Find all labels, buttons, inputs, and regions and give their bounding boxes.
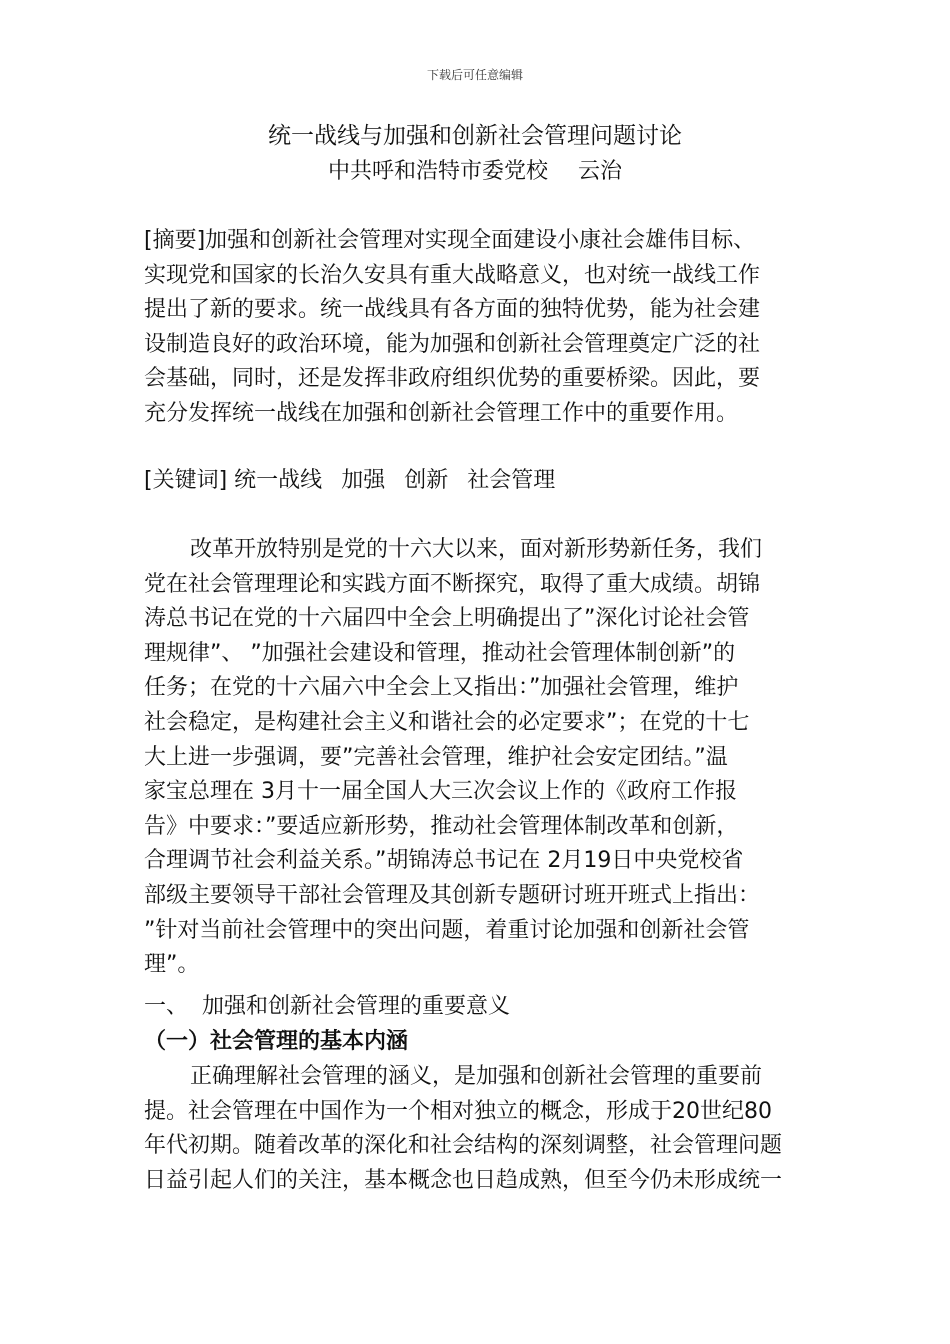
intro-line: 告》中要求：”要适应新形势，推动社会管理体制改革和创新， — [144, 813, 739, 839]
author-org: 中共呼和浩特市委党校 — [327, 159, 548, 184]
intro-line: 改革开放特别是党的十六大以来，面对新形势新任务，我们 — [190, 537, 763, 562]
intro-line: 家宝总理在 3月十一届全国人大三次会议上作的《政府工作报 — [144, 779, 737, 805]
body-line: 正确理解社会管理的涵义，是加强和创新社会管理的重要前 — [190, 1064, 763, 1089]
section-number: 一、 — [144, 994, 189, 1019]
intro-line: 理规律”、 ”加强社会建设和管理，推动社会管理体制创新”的 — [144, 640, 736, 666]
subsection-heading — [144, 1025, 814, 1060]
abstract-line: 会基础，同时，还是发挥非政府组织优势的重要桥梁。因此，要 — [144, 366, 761, 392]
section-heading — [144, 990, 814, 1025]
abstract-label: [摘要] — [144, 228, 206, 253]
author-line — [0, 156, 950, 188]
body-paragraph — [144, 1060, 814, 1198]
intro-paragraph — [144, 533, 814, 983]
header-note: 下载后可任意编辑 — [426, 68, 523, 82]
abstract-line: 提出了新的要求。统一战线具有各方面的独特优势，能为社会建 — [144, 297, 761, 323]
abstract-line: 实现党和国家的长治久安具有重大战略意义，也对统一战线工作 — [144, 262, 761, 288]
subsection-title: （一）社会管理的基本内涵 — [144, 1029, 409, 1054]
abstract-line: 充分发挥统一战线在加强和创新社会管理工作中的重要作用。 — [144, 400, 739, 426]
intro-line: 涛总书记在党的十六届四中全会上明确提出了”深化讨论社会管 — [144, 606, 750, 632]
intro-line: 合理调节社会利益关系。”胡锦涛总书记在 2月19日中央党校省 — [144, 848, 744, 874]
keywords-line — [144, 464, 814, 499]
body-line: 日益引起人们的关注，基本概念也日趋成熟，但至今仍未形成统一 — [144, 1167, 783, 1193]
intro-line: 理”。 — [144, 952, 200, 978]
abstract-line: 加强和创新社会管理对实现全面建设小康社会雄伟目标、 — [205, 228, 756, 253]
document-title: 统一战线与加强和创新社会管理问题讨论 — [268, 123, 682, 149]
intro-line: 社会稳定，是构建社会主义和谐社会的必定要求”；在党的十七 — [144, 709, 750, 735]
author-name: 云治 — [578, 159, 623, 184]
intro-line: 部级主要领导干部社会管理及其创新专题研讨班开班式上指出： — [144, 882, 761, 908]
intro-line: 任务；在党的十六届六中全会上又指出：”加强社会管理，维护 — [144, 675, 739, 701]
section-title: 加强和创新社会管理的重要意义 — [202, 994, 511, 1019]
keyword: 创新 — [404, 468, 449, 493]
intro-line: 党在社会管理理论和实践方面不断探究，取得了重大成绩。胡锦 — [144, 571, 761, 597]
keyword: 社会管理 — [467, 468, 556, 493]
keywords-label: [关键词] — [144, 468, 228, 493]
abstract-line: 设制造良好的政治环境，能为加强和创新社会管理奠定广泛的社 — [144, 331, 761, 357]
body-line: 提。社会管理在中国作为一个相对独立的概念，形成于20世纪80 — [144, 1098, 772, 1124]
keyword: 统一战线 — [234, 468, 323, 493]
abstract-paragraph — [144, 224, 814, 432]
intro-line: 大上进一步强调，要”完善社会管理，维护社会安定团结。”温 — [144, 744, 728, 770]
keyword: 加强 — [341, 468, 386, 493]
intro-line: ”针对当前社会管理中的突出问题，着重讨论加强和创新社会管 — [144, 917, 750, 943]
body-line: 年代初期。随着改革的深化和社会结构的深刻调整，社会管理问题 — [144, 1133, 783, 1159]
